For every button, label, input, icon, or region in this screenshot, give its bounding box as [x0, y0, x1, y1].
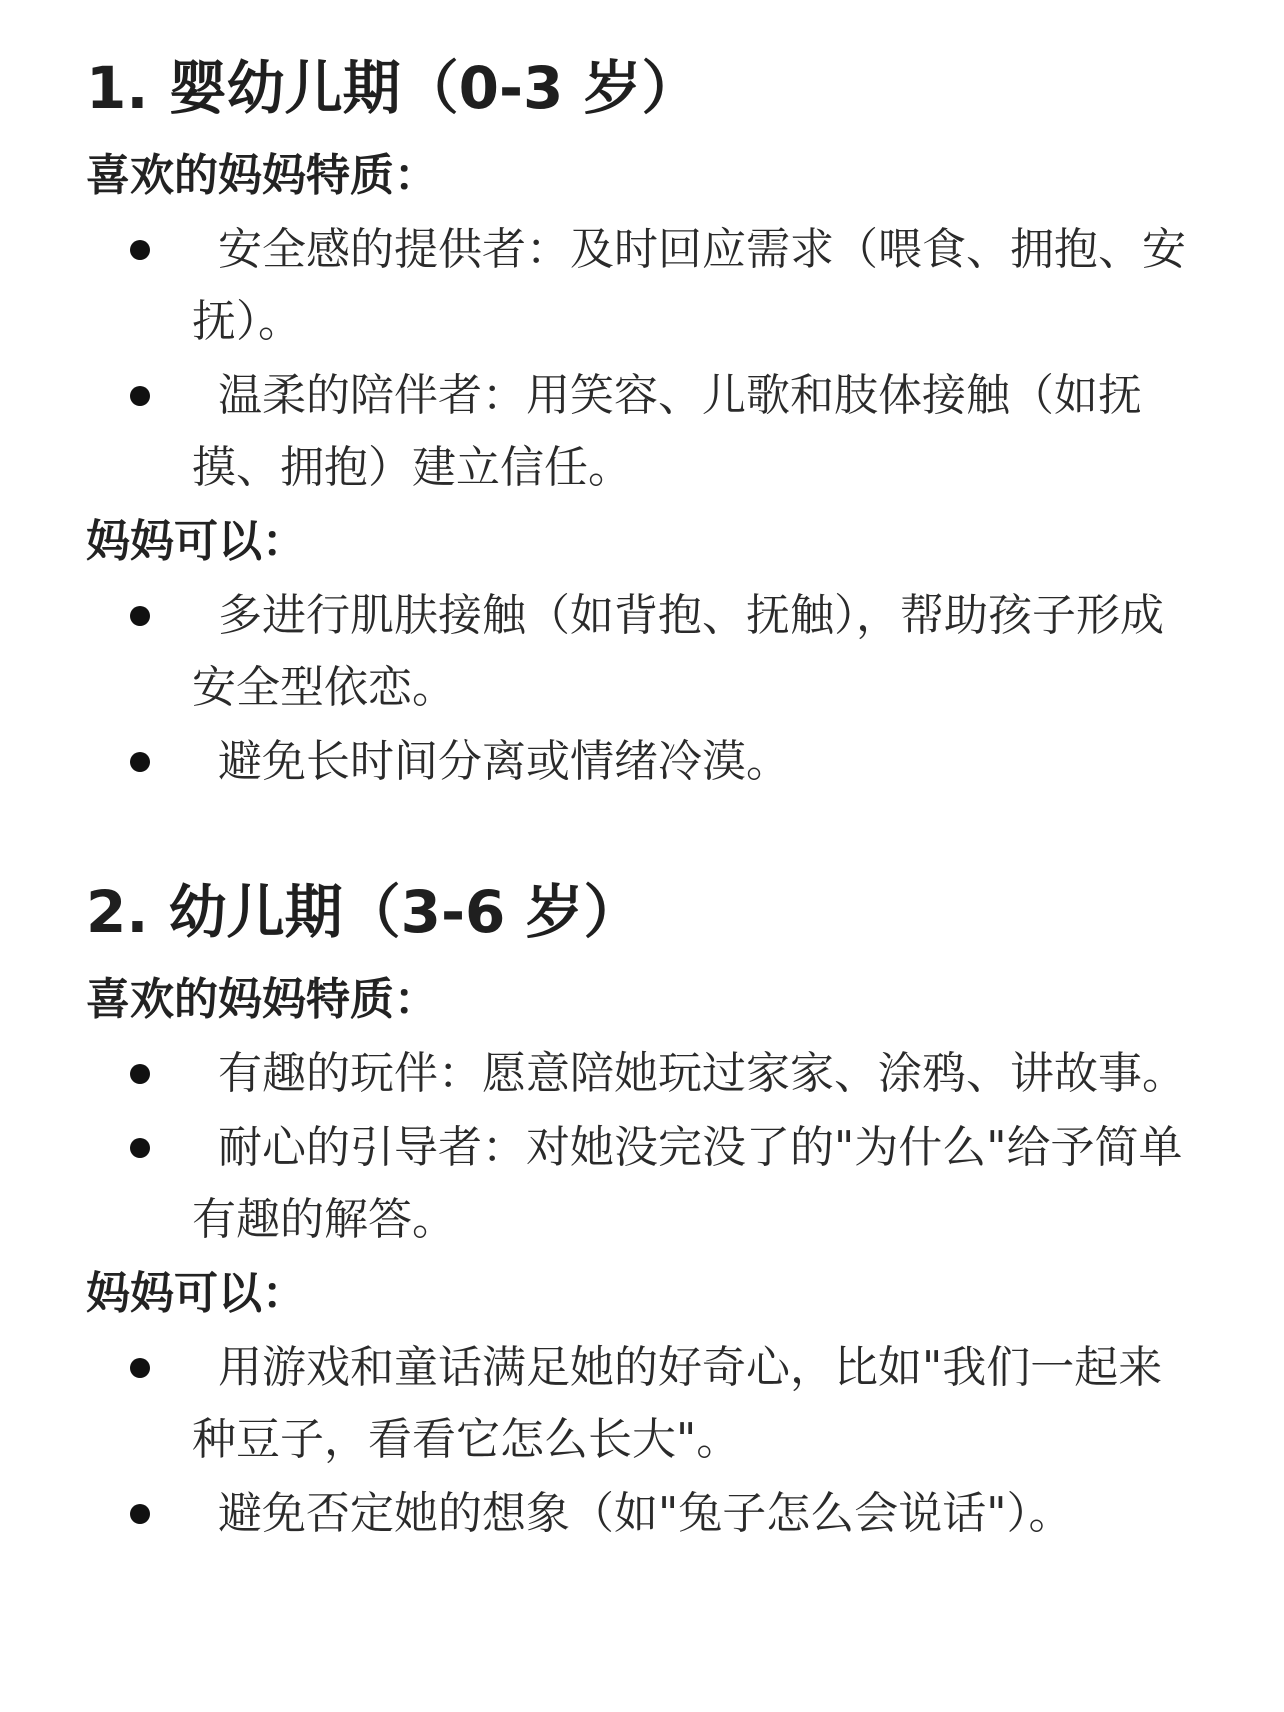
traits-heading: 喜欢的妈妈特质： — [86, 150, 438, 201]
bullet-icon — [130, 606, 150, 626]
actions-heading: 妈妈可以： — [86, 516, 306, 567]
section-title: 1. 婴幼儿期（0-3 岁） — [86, 54, 700, 122]
actions-list — [86, 1332, 1204, 1550]
traits-list — [86, 1038, 1204, 1256]
list-item-text: 有趣的玩伴：愿意陪她玩过家家、涂鸦、讲故事。 — [218, 1048, 1186, 1099]
list-item-text: 避免否定她的想象（如"兔子怎么会说话"）。 — [218, 1488, 1073, 1539]
bullet-icon — [130, 386, 150, 406]
actions-list — [86, 580, 1204, 798]
actions-heading: 妈妈可以： — [86, 1268, 306, 1319]
section-title: 2. 幼儿期（3-6 岁） — [86, 878, 642, 946]
traits-heading: 喜欢的妈妈特质： — [86, 974, 438, 1025]
list-item — [86, 214, 1204, 358]
list-item-text: 耐心的引导者：对她没完没了的"为什么"给予简单有趣的解答。 — [192, 1122, 1183, 1245]
list-item-text: 温柔的陪伴者：用笑容、儿歌和肢体接触（如抚摸、拥抱）建立信任。 — [192, 370, 1142, 493]
section-infancy — [86, 48, 1204, 798]
list-item — [86, 1112, 1204, 1256]
list-item-text: 避免长时间分离或情绪冷漠。 — [218, 736, 790, 787]
list-item-text: 用游戏和童话满足她的好奇心，比如"我们一起来种豆子，看看它怎么长大"。 — [192, 1342, 1163, 1465]
list-item — [86, 1332, 1204, 1476]
list-item — [86, 726, 1204, 798]
list-item — [86, 360, 1204, 504]
list-item — [86, 580, 1204, 724]
bullet-icon — [130, 1064, 150, 1084]
list-item — [86, 1038, 1204, 1110]
bullet-icon — [130, 1504, 150, 1524]
bullet-icon — [130, 1138, 150, 1158]
bullet-icon — [130, 1358, 150, 1378]
list-item-text: 多进行肌肤接触（如背抱、抚触），帮助孩子形成安全型依恋。 — [192, 590, 1164, 713]
list-item — [86, 1478, 1204, 1550]
bullet-icon — [130, 752, 150, 772]
bullet-icon — [130, 240, 150, 260]
traits-list — [86, 214, 1204, 504]
section-early-childhood — [86, 872, 1204, 1550]
list-item-text: 安全感的提供者：及时回应需求（喂食、拥抱、安抚）。 — [192, 224, 1186, 347]
